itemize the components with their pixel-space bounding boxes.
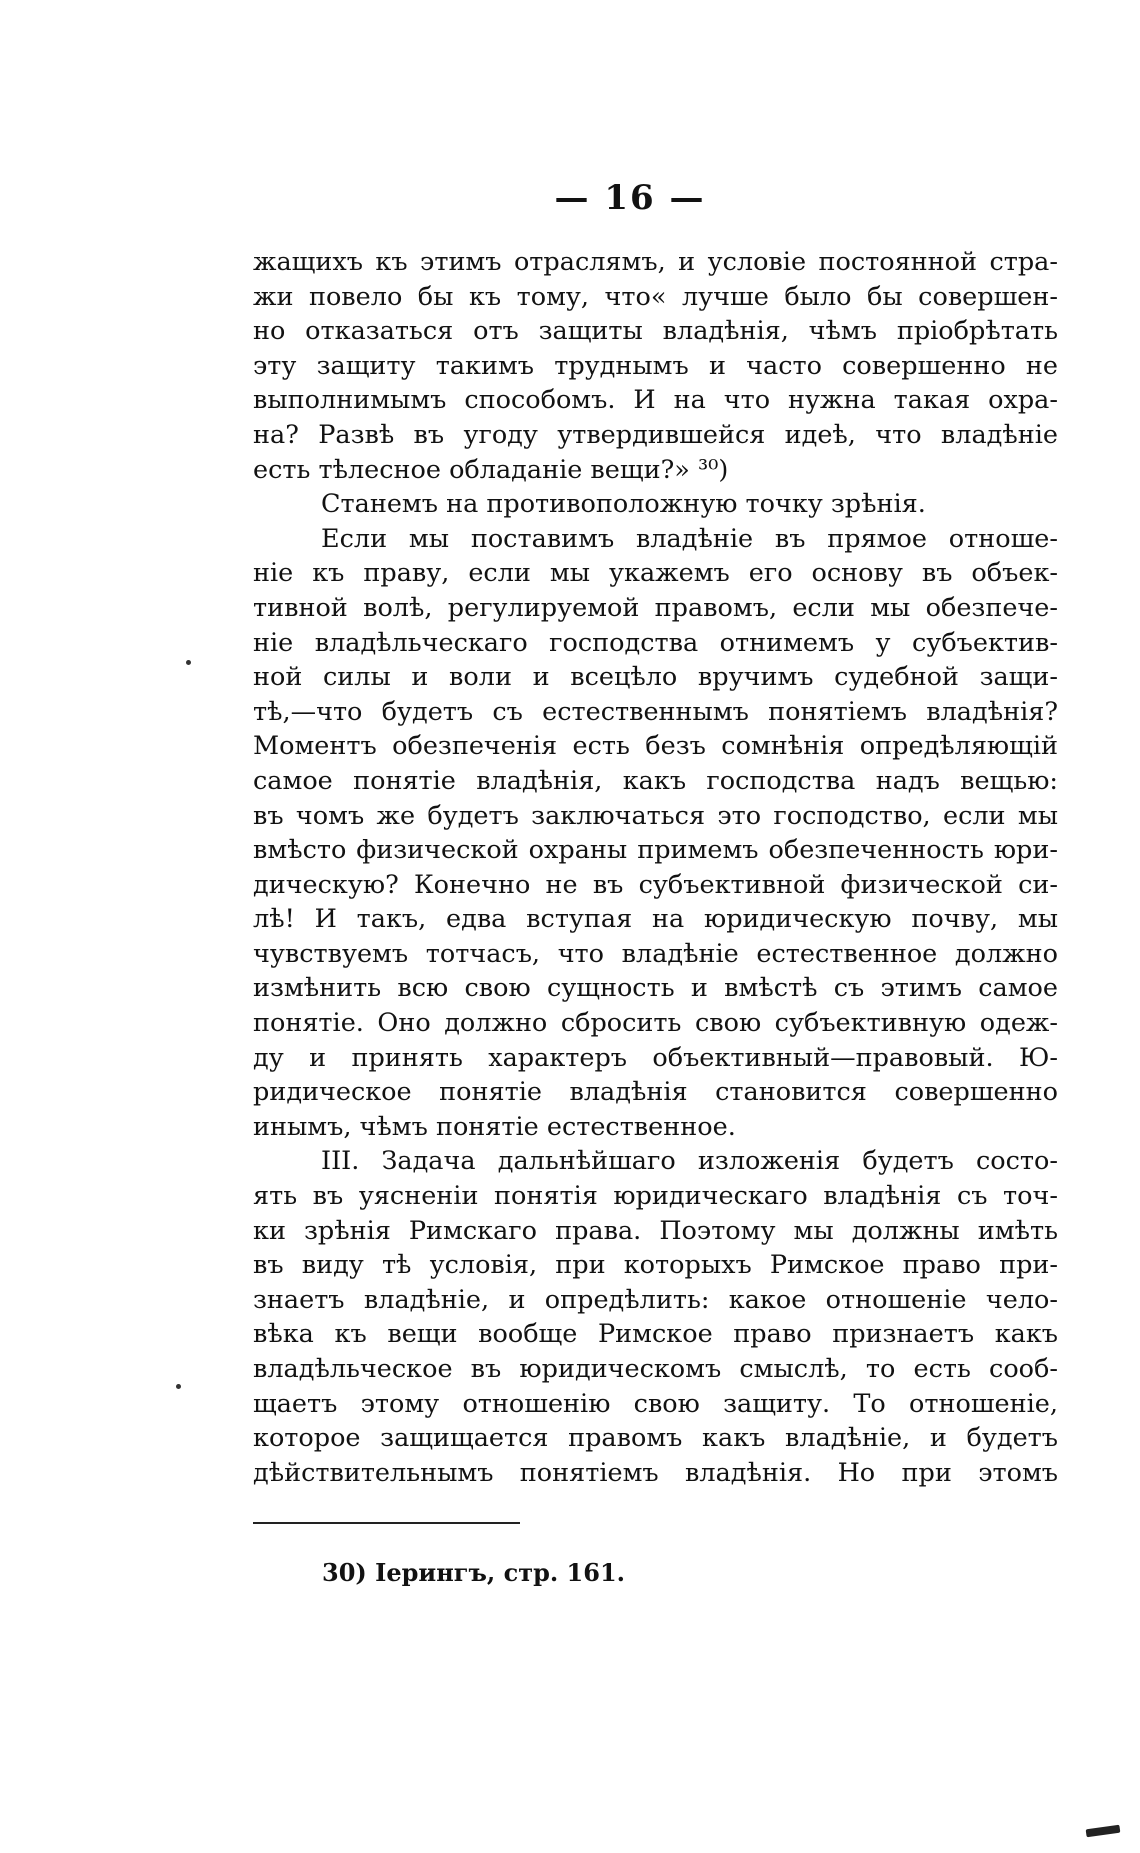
text-line: III. Задача дальнѣйшаго изложенія будетъ состо- bbox=[321, 1146, 1058, 1177]
text-line: есть тѣлесное обладаніе вещи?» ³⁰) bbox=[253, 454, 729, 485]
text-line: измѣнить всю свою сущность и вмѣстѣ съ этимъ самое bbox=[253, 973, 1058, 1004]
text-line: ной силы и воли и всецѣло вручимъ судебной защи- bbox=[253, 662, 1058, 693]
margin-dot bbox=[186, 660, 191, 665]
scan-mark bbox=[1086, 1825, 1121, 1838]
text-line: ніе владѣльческаго господства отнимемъ у субъектив- bbox=[253, 627, 1058, 658]
margin-dot bbox=[176, 1384, 181, 1389]
text-line: Моментъ обезпеченія есть безъ сомнѣнія опредѣляющій bbox=[253, 731, 1058, 762]
text-line: вмѣсто физической охраны примемъ обезпеченность юри- bbox=[253, 835, 1058, 866]
text-line: вѣка къ вещи вообще Римское право признаетъ какъ bbox=[253, 1319, 1058, 1350]
text-line: жащихъ къ этимъ отраслямъ, и условіе постоянной стра- bbox=[253, 247, 1058, 277]
text-line: которое защищается правомъ какъ владѣніе, и будетъ bbox=[253, 1423, 1058, 1454]
text-line: дическую? Конечно не въ субъективной физической си- bbox=[253, 869, 1058, 900]
text-line: чувствуемъ тотчасъ, что владѣніе естественное должно bbox=[253, 938, 1058, 969]
text-line: самое понятіе владѣнія, какъ господства надъ вещью: bbox=[253, 765, 1058, 796]
text-line: щаетъ этому отношенію свою защиту. То отношеніе, bbox=[253, 1388, 1058, 1419]
text-line: тивной волѣ, регулируемой правомъ, если мы обезпече- bbox=[253, 592, 1058, 623]
text-line: въ виду тѣ условія, при которыхъ Римское право при- bbox=[253, 1250, 1058, 1281]
text-line: но отказаться отъ защиты владѣнія, чѣмъ пріобрѣтать bbox=[253, 316, 1058, 347]
text-line: ридическое понятіе владѣнія становится совершенно bbox=[253, 1077, 1058, 1108]
footnote-divider bbox=[253, 1522, 520, 1524]
page-number: — 16 — bbox=[554, 178, 706, 218]
text-line: инымъ, чѣмъ понятіе естественное. bbox=[253, 1111, 736, 1142]
text-line: Станемъ на противоположную точку зрѣнія. bbox=[321, 489, 926, 520]
text-line: жи повело бы къ тому, что« лучше было бы совершен- bbox=[253, 281, 1058, 312]
text-line: на? Развѣ въ угоду утвердившейся идеѣ, что владѣніе bbox=[253, 419, 1058, 450]
body-text bbox=[253, 245, 1058, 1490]
text-line: Если мы поставимъ владѣніе въ прямое отноше- bbox=[321, 523, 1058, 554]
text-line: знаетъ владѣніе, и опредѣлить: какое отношеніе чело- bbox=[253, 1284, 1058, 1315]
text-line: владѣльческое въ юридическомъ смыслѣ, то есть сооб- bbox=[253, 1354, 1058, 1384]
text-line: ять въ уясненіи понятія юридическаго владѣнія съ точ- bbox=[253, 1181, 1058, 1212]
footnote: 30) Іерингъ, стр. 161. bbox=[322, 1558, 626, 1587]
text-line: эту защиту такимъ труднымъ и часто совершенно не bbox=[253, 350, 1058, 381]
text-line: лѣ! И такъ, едва вступая на юридическую почву, мы bbox=[253, 904, 1058, 935]
text-line: понятіе. Оно должно сбросить свою субъективную одеж- bbox=[253, 1008, 1058, 1039]
text-line: ки зрѣнія Римскаго права. Поэтому мы должны имѣть bbox=[253, 1215, 1058, 1246]
text-line: ніе къ праву, если мы укажемъ его основу въ объек- bbox=[253, 558, 1058, 589]
text-line: тѣ,—что будетъ съ естественнымъ понятіемъ владѣнія? bbox=[253, 696, 1058, 727]
text-line: выполнимымъ способомъ. И на что нужна такая охра- bbox=[253, 385, 1058, 416]
text-line: въ чомъ же будетъ заключаться это господство, если мы bbox=[253, 800, 1058, 831]
text-line: ду и принять характеръ объективный—правовый. Ю- bbox=[253, 1042, 1058, 1073]
text-line: дѣйствительнымъ понятіемъ владѣнія. Но при этомъ bbox=[253, 1457, 1058, 1488]
